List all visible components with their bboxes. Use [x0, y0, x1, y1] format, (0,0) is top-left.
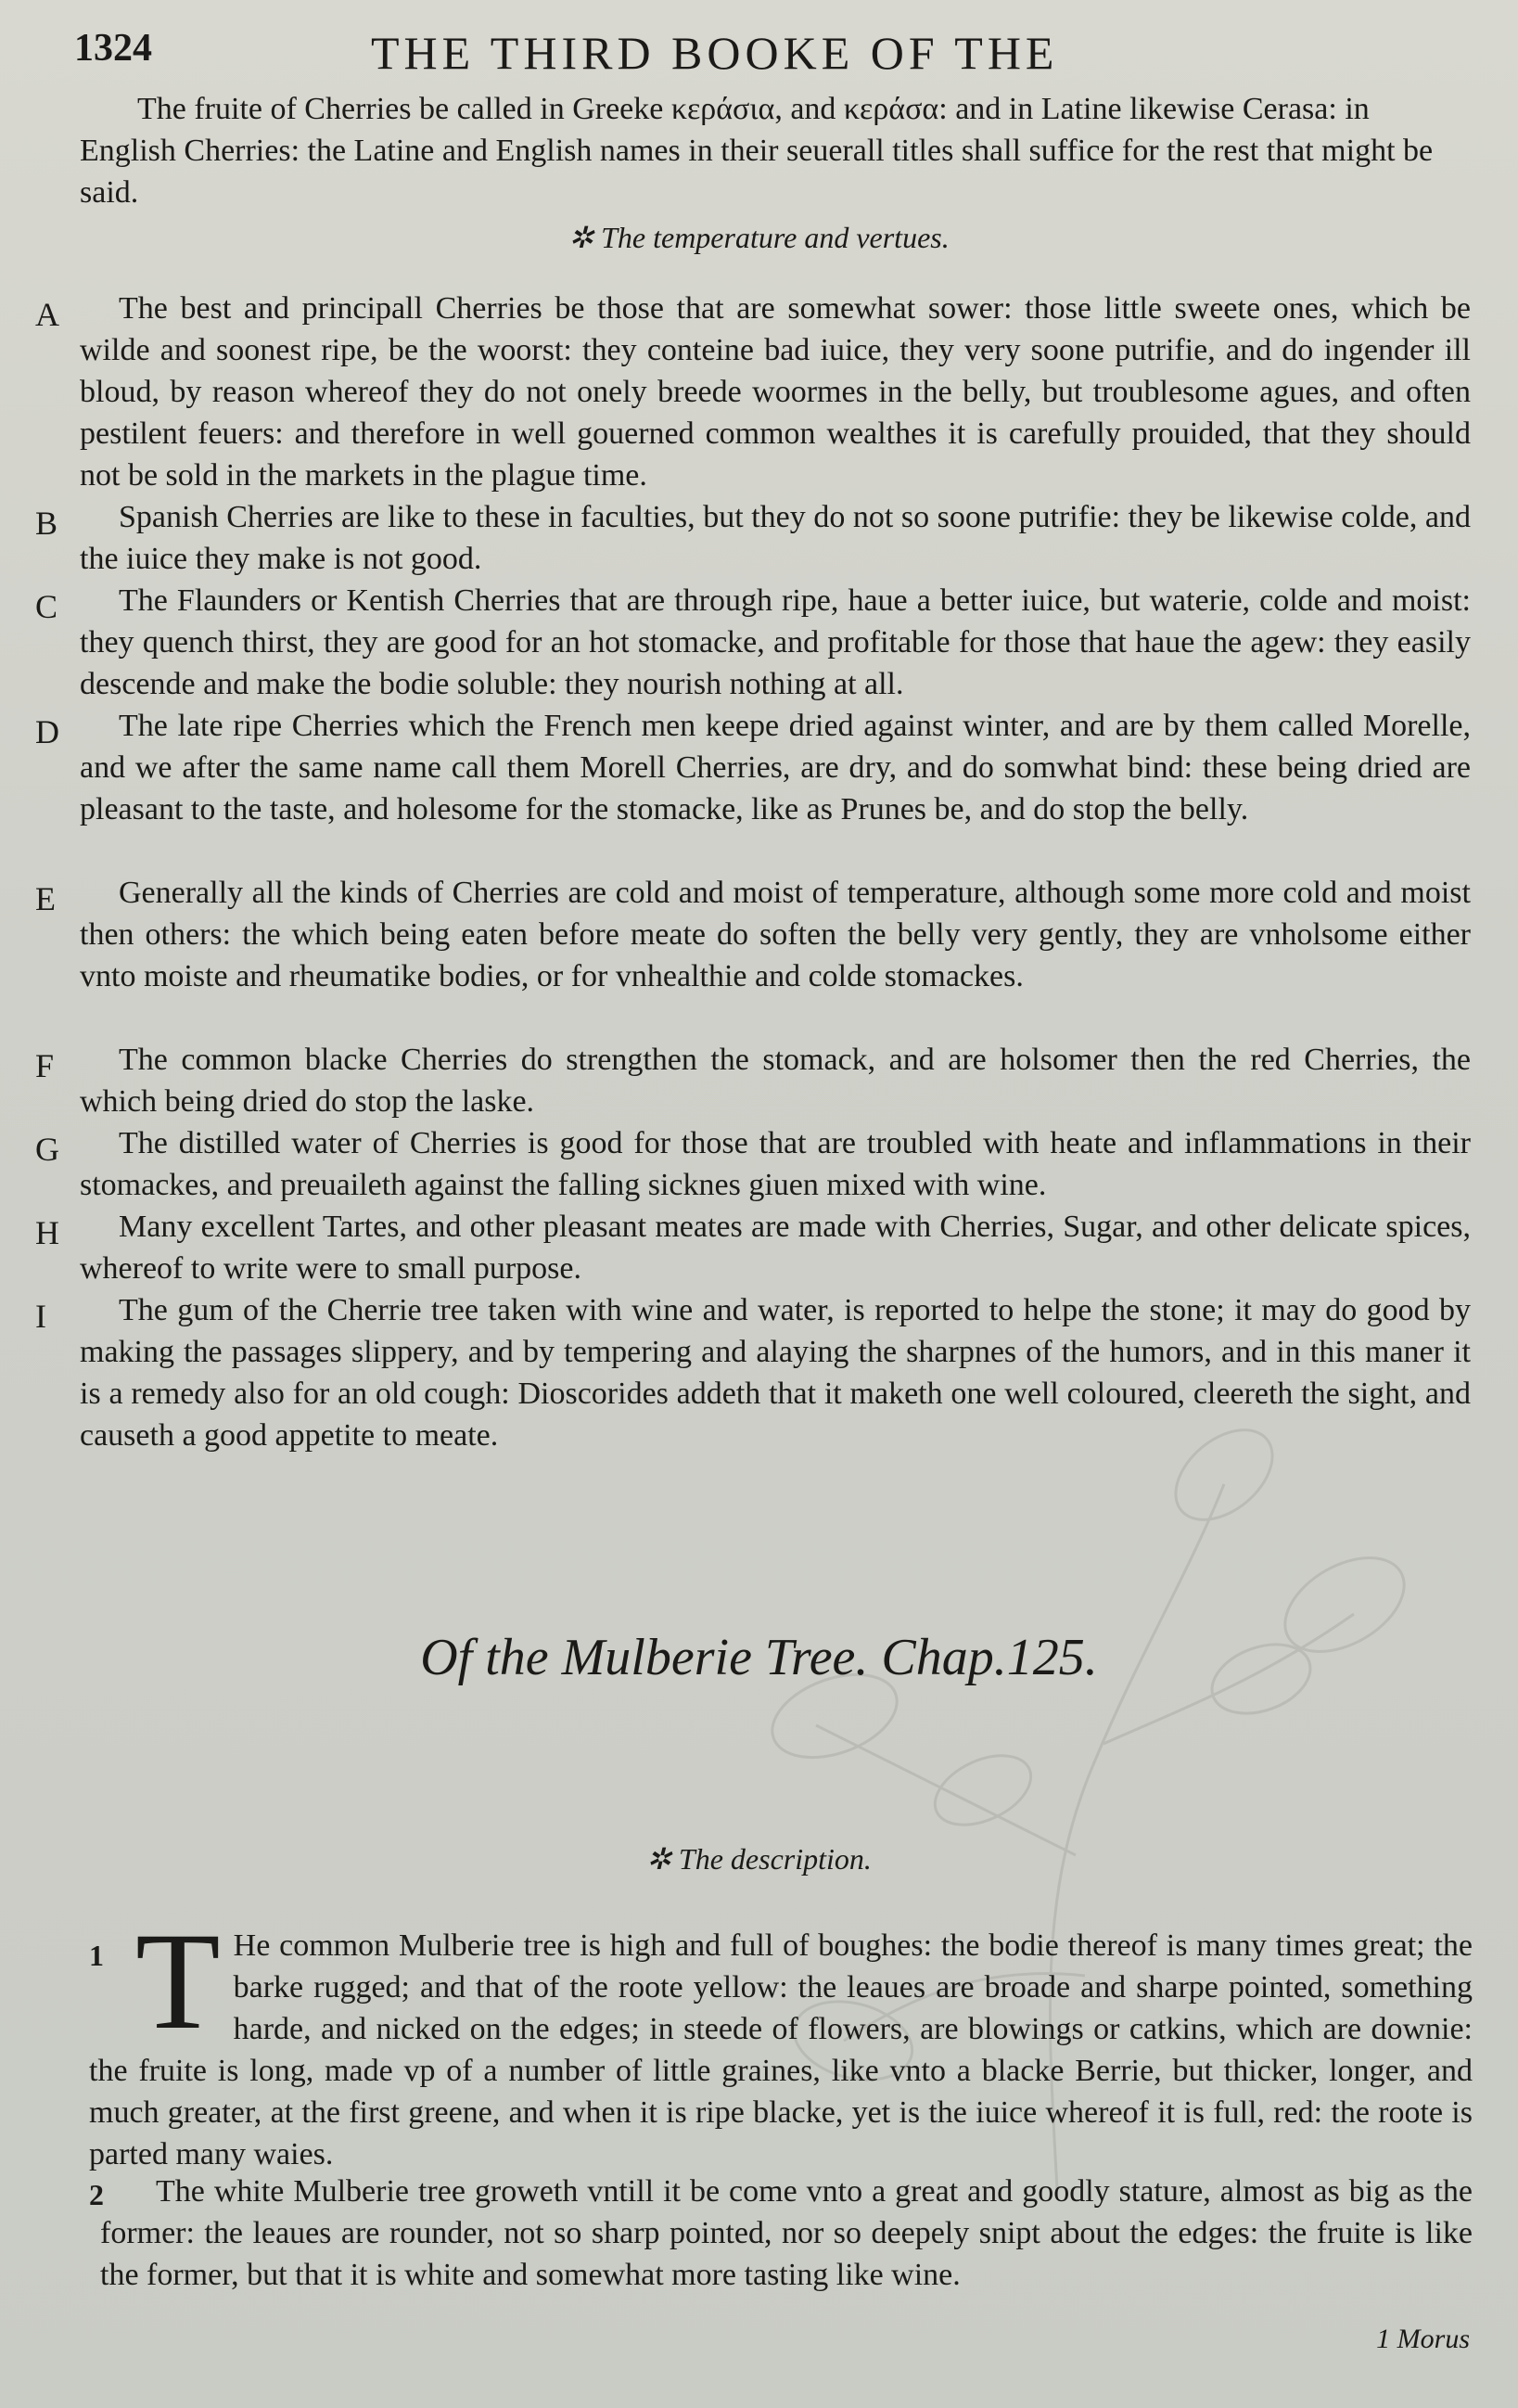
virtues-heading: ✲ The temperature and vertues.	[568, 221, 950, 254]
paragraph-letter: G	[35, 1131, 59, 1168]
description-item-2: The white Mulberie tree groweth vntill it be come vnto a great and goodly stature, almost as big as the former: the leaues are rounder, not so sharp pointed, nor so deepely snipt about the edges: the fruite is like the former, but that it is white and somewhat more tasting like wine.	[100, 2174, 1473, 2292]
virtue-paragraph: The Flaunders or Kentish Cherries that are through ripe, haue a better iuice, but waterie, colde and moist: they quench thirst, they are good for an hot stomacke, and profitable for those that haue the agew: they easily descende and make the bodie soluble: they nourish nothing at all.	[80, 583, 1471, 701]
virtue-paragraph: The late ripe Cherries which the French men keepe dried against winter, and are by them called Morelle, and we after the same name call them Morell Cherries, are dry, and do somwhat bind: these being dried are pleasant to the taste, and holesome for the stomacke, like as Prunes be, and do stop the belly.	[80, 709, 1471, 826]
description-item-1-text: He common Mulberie tree is high and full of boughes: the bodie thereof is many times great; the barke rugged; and that of the roote yellow: the leaues are broade and sharpe pointed, something harde, and nicked on the edges; in steede of flowers, are blowings or catkins, which are downie: the fruite is long, made vp of a number of little graines, like vnto a blacke Berrie, but thicker, longer, and much greater, at the first greene, and when it is ripe blacke, yet is the iuice whereof it is full, red: the roote is parted many waies.	[89, 1928, 1473, 2171]
drop-capital: T	[135, 1904, 221, 2058]
paragraph-letter: B	[35, 505, 58, 542]
paragraph-letter: I	[35, 1298, 46, 1335]
virtue-paragraph: The distilled water of Cherries is good for those that are troubled with heate and inflammations in their stomackes, and preuaileth against the falling sicknes giuen mixed with wine.	[80, 1126, 1471, 1202]
description-item-1	[89, 1904, 1473, 2175]
running-title: THE THIRD BOOKE OF THE	[371, 27, 1059, 79]
virtue-paragraph: Generally all the kinds of Cherries are cold and moist of temperature, although some more cold and moist then others: the which being eaten before meate do soften the belly very gently, they are vnholsome either vnto moiste and rheumatike bodies, or for vnhealthie and colde stomackes.	[80, 876, 1471, 993]
intro-paragraph: The fruite of Cherries be called in Greeke κεράσια, and κεράσα: and in Latine likewise Cerasa: in English Cherries: the Latine and English names in their seuerall titles shall suffice for the rest that might be said.	[80, 92, 1434, 210]
virtue-paragraph: Many excellent Tartes, and other pleasant meates are made with Cherries, Sugar, and other delicate spices, whereof to write were to small purpose.	[80, 1210, 1471, 1286]
page-number: 1324	[74, 27, 152, 70]
virtue-paragraph: The common blacke Cherries do strengthen the stomack, and are holsomer then the red Cherries, the which being dried do stop the laske.	[80, 1043, 1471, 1119]
paragraph-letter: F	[35, 1047, 55, 1084]
item-number: 1	[89, 1939, 104, 1972]
paragraph-letter: H	[35, 1214, 59, 1251]
virtue-paragraph: The best and principall Cherries be those that are somewhat sower: those little sweete ones, which be wilde and soonest ripe, be the woorst: they conteine bad iuice, they very soone putrifie, and do ingender ill bloud, by reason whereof they do not onely breede woormes in the belly, but troublesome agues, and often pestilent feuers: and therefore in well gouerned common wealthes it is carefully prouided, that they should not be sold in the markets in the plague time.	[80, 291, 1471, 493]
description-heading: ✲ The description.	[646, 1842, 872, 1876]
paragraph-letter: C	[35, 588, 58, 625]
paragraph-letter: E	[35, 880, 56, 917]
virtue-paragraph: The gum of the Cherrie tree taken with wine and water, is reported to helpe the stone; it may do good by making the passages slippery, and by tempering and alaying the sharpnes of the humors, and in this maner it is a remedy also for an old cough: Dioscorides addeth that it maketh one well coloured, cleereth the sight, and causeth a good appetite to meate.	[80, 1293, 1471, 1453]
paragraph-letter: D	[35, 713, 59, 750]
item-number: 2	[89, 2178, 104, 2211]
chapter-title: Of the Mulberie Tree. Chap.125.	[420, 1629, 1098, 1686]
virtue-paragraph: Spanish Cherries are like to these in faculties, but they do not so soone putrifie: they be likewise colde, and the iuice they make is not good.	[80, 500, 1471, 576]
page-header	[74, 26, 1462, 83]
paragraph-letter: A	[35, 296, 59, 333]
catchword: 1 Morus	[1376, 2324, 1470, 2354]
